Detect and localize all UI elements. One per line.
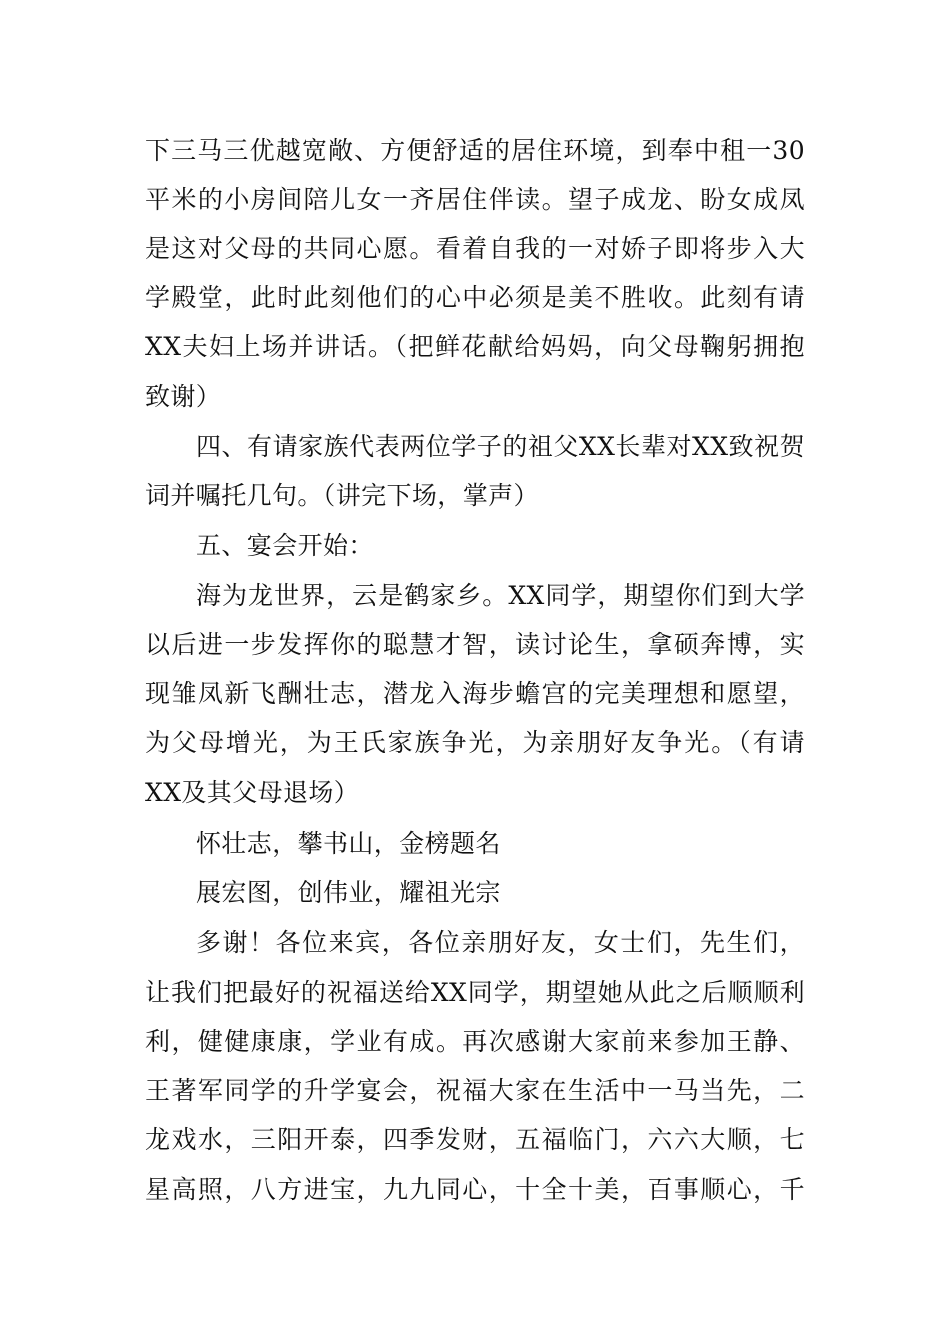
text-line: 为父母增光，为王氏家族争光，为亲朋好友争光。（有请 [145, 728, 805, 757]
text-line: 王著军同学的升学宴会，祝福大家在生活中一马当先，二 [145, 1076, 805, 1105]
text-line: 现雏凤新飞酬壮志，潜龙入海步蟾宫的完美理想和愿望， [145, 679, 805, 708]
couplet-line: 怀壮志，攀书山，金榜题名 [196, 829, 501, 858]
section-heading: 五、宴会开始： [196, 531, 374, 560]
text-line: 四、有请家族代表两位学子的祖父XX长辈对XX致祝贺 [196, 432, 805, 461]
text-line: 多谢！各位来宾，各位亲朋好友，女士们，先生们， [196, 928, 805, 957]
text-line: 下三马三优越宽敞、方便舒适的居住环境，到奉中租一30 [145, 136, 805, 165]
text-line: 以后进一步发挥你的聪慧才智，读讨论生，拿硕奔博，实 [145, 630, 805, 659]
text-line: 是这对父母的共同心愿。看着自我的一对娇子即将步入大 [145, 234, 805, 263]
text-line: 龙戏水，三阳开泰，四季发财，五福临门，六六大顺，七 [145, 1125, 805, 1154]
text-line: 学殿堂，此时此刻他们的心中必须是美不胜收。此刻有请 [145, 283, 805, 312]
text-line: XX及其父母退场） [145, 778, 360, 807]
text-line: 星高照，八方进宝，九九同心，十全十美，百事顺心，千 [145, 1175, 805, 1204]
text-line: 海为龙世界，云是鹤家乡。XX同学，期望你们到大学 [196, 581, 805, 610]
text-line: 利，健健康康，学业有成。再次感谢大家前来参加王静、 [145, 1027, 805, 1056]
text-line: 词并嘱托几句。（讲完下场，掌声） [145, 481, 539, 510]
text-line: 致谢） [145, 382, 222, 411]
text-line: 平米的小房间陪儿女一齐居住伴读。望子成龙、盼女成凤 [145, 185, 805, 214]
couplet-line: 展宏图，创伟业，耀祖光宗 [196, 878, 501, 907]
text-line: XX夫妇上场并讲话。（把鲜花献给妈妈，向父母鞠躬拥抱 [145, 332, 805, 361]
text-line: 让我们把最好的祝福送给XX同学，期望她从此之后顺顺利 [145, 978, 805, 1007]
